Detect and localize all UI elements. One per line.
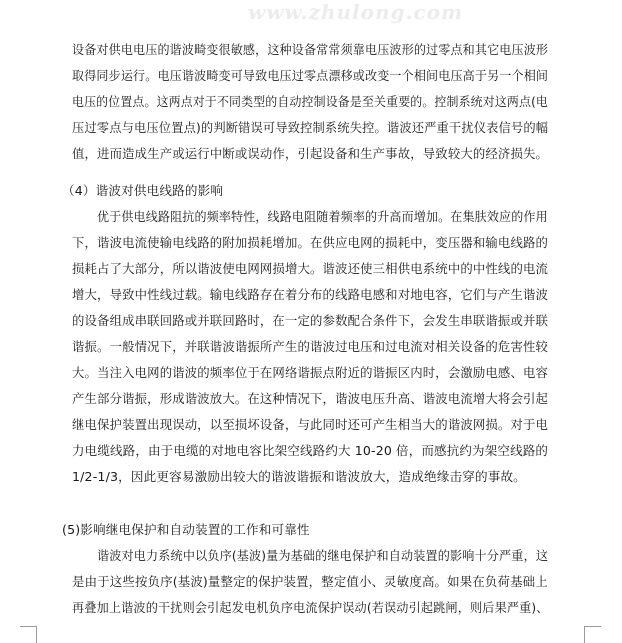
crop-mark-right <box>584 626 585 643</box>
text-line: 再叠加上谐波的干扰则会引起发电机负序电流保护误动(若误动引起跳闸，则后果严重)、 <box>72 600 549 615</box>
watermark-text: www.zhulong.com <box>248 0 464 24</box>
text-line: 1/2-1/3，因此更容易激励出较大的谐波谐振和谐波放大，造成绝缘击穿的事故。 <box>72 469 526 484</box>
text-line: 增大，导致中性线过载。输电线路存在着分布的线路电感和对地电容，它们与产生谐波 <box>72 287 549 302</box>
crop-mark-right-h <box>585 626 601 627</box>
text-line: 产生部分谐振，形成谐波放大。在这种情况下，谐波电压升高、谐波电流增大将会引起 <box>72 391 549 406</box>
text-line: 下，谐波电流使输电线路的附加损耗增加。在供应电网的损耗中，变压器和输电线路的 <box>72 235 549 250</box>
text-line: 大。当注入电网的谐波的频率位于在网络谐振点附近的谐振区内时，会激励电感、电容 <box>72 365 549 380</box>
text-line: 设备对供电电压的谐波畸变很敏感，这种设备常常须靠电压波形的过零点和其它电压波形 <box>72 42 549 57</box>
text-line: 优于供电线路阻抗的频率特性，线路电阻随着频率的升高而增加。在集肤效应的作用 <box>97 209 548 224</box>
text-line: 继电保护装置出现误动，以至损坏设备，与此同时还可产生相当大的谐波网损。对于电 <box>72 417 549 432</box>
text-line: 取得同步运行。电压谐波畸变可导致电压过零点漂移或改变一个相间电压高于另一个相间 <box>72 68 549 83</box>
text-line: 谐波对电力系统中以负序(基波)量为基础的继电保护和自动装置的影响十分严重，这 <box>97 548 549 563</box>
text-line: （4）谐波对供电线路的影响 <box>62 183 224 198</box>
text-line: 压过零点与电压位置点)的判断错误可导致控制系统失控。谐波还严重干扰仪表信号的幅 <box>72 120 549 135</box>
text-line: 损耗占了大部分，所以谐波使电网网损增大。谐波还使三相供电系统中的中性线的电流 <box>72 261 549 276</box>
text-line: 值，进而造成生产或运行中断或误动作，引起设备和生产事故，导致较大的经济损失。 <box>72 146 549 161</box>
text-line: 力电缆线路，由于电缆的对地电容比架空线路约大 10-20 倍，而感抗约为架空线路的 <box>72 443 549 458</box>
crop-mark-left-h <box>20 626 36 627</box>
text-line: 的设备组成串联回路或并联回路时，在一定的参数配合条件下，会发生串联谐振或并联 <box>72 313 549 328</box>
crop-mark-left <box>36 626 37 643</box>
text-line: (5)影响继电保护和自动装置的工作和可靠性 <box>62 522 310 537</box>
text-line: 是由于这些按负序(基波)量整定的保护装置，整定值小、灵敏度高。如果在负荷基础上 <box>72 574 548 589</box>
text-line: 电压的位置点。这两点对于不同类型的自动控制设备是至关重要的。控制系统对这两点(电 <box>72 94 548 109</box>
text-line: 谐振。一般情况下，并联谐波谐振所产生的谐波过电压和过电流对相关设备的危害性较 <box>72 339 549 354</box>
